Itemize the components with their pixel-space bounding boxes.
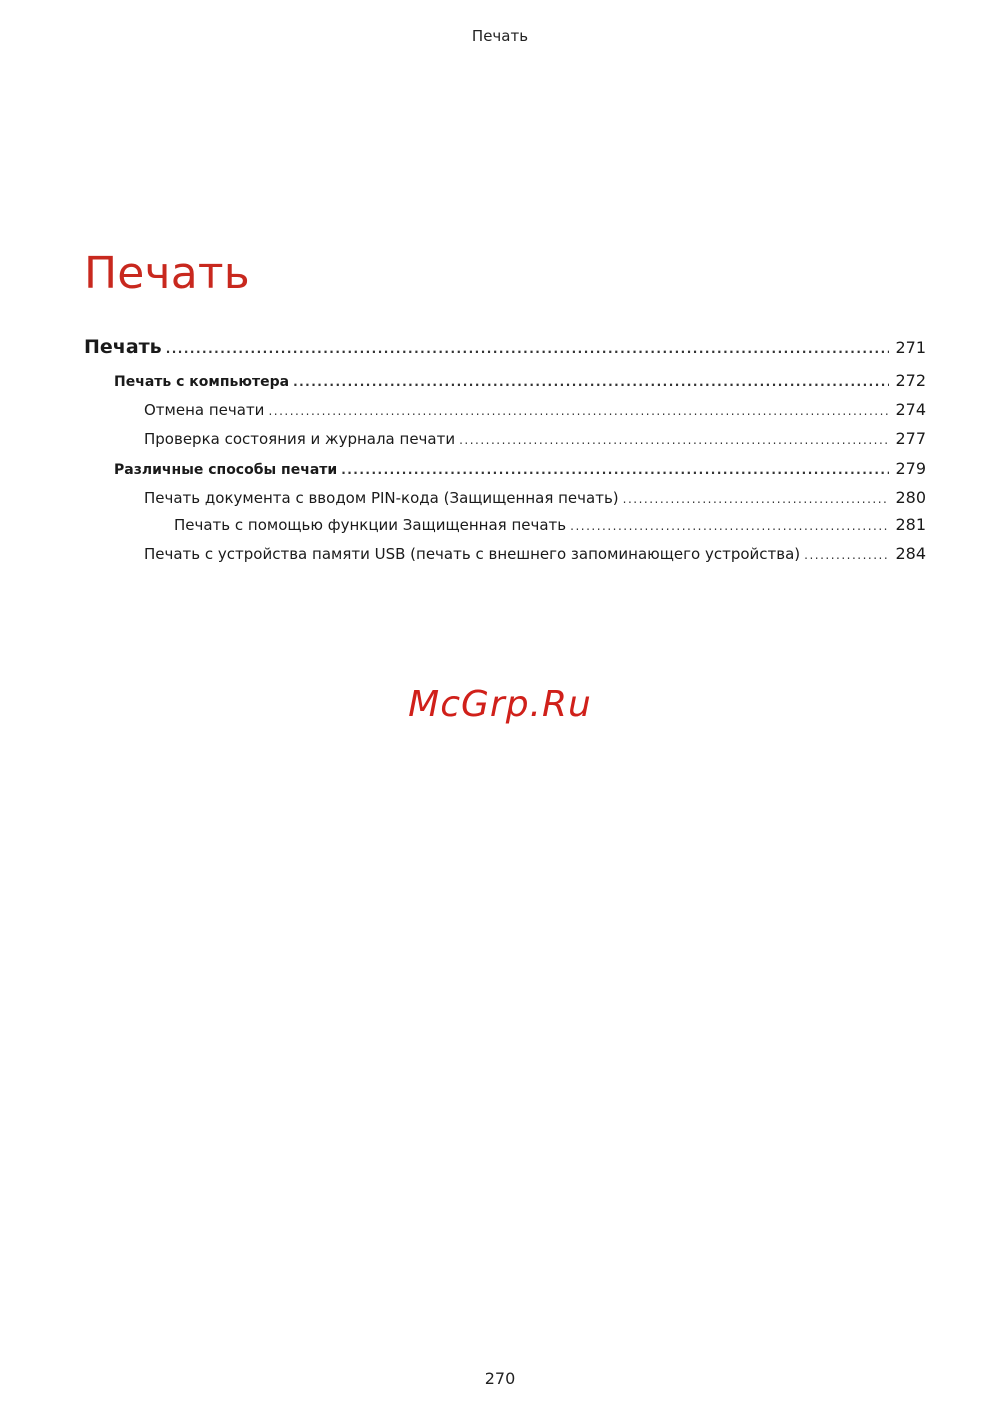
toc-dot-leader (166, 342, 890, 356)
toc-entry-page: 271 (895, 338, 926, 357)
toc-entry-page: 274 (895, 400, 926, 419)
toc-entry-label: Отмена печати (144, 401, 265, 419)
chapter-title: Печать (84, 248, 250, 299)
toc-entry-page: 280 (895, 488, 926, 507)
toc-entry-usb-memory-print[interactable] (144, 544, 926, 563)
toc-entry-page: 284 (895, 544, 926, 563)
toc-dot-leader (570, 519, 889, 533)
watermark-logo: McGrp.Ru (408, 684, 592, 725)
toc-entry-page: 277 (895, 429, 926, 448)
toc-entry-cancel-printing[interactable] (144, 400, 926, 419)
toc-dot-leader (341, 463, 889, 477)
toc-entry-secure-print-pin[interactable] (144, 488, 926, 507)
toc-entry-various-print-methods[interactable] (114, 459, 926, 478)
toc-dot-leader (804, 548, 889, 562)
toc-entry-printing[interactable] (84, 336, 926, 358)
toc-entry-print-from-computer[interactable] (114, 371, 926, 390)
toc-dot-leader (623, 492, 890, 506)
toc-entry-page: 281 (895, 515, 926, 534)
toc-entry-secure-print-function[interactable] (174, 515, 926, 534)
toc-entry-check-status-log[interactable] (144, 429, 926, 448)
toc-dot-leader (459, 433, 889, 447)
toc-entry-label: Печать с компьютера (114, 374, 290, 390)
toc-entry-label: Различные способы печати (114, 462, 338, 478)
page-number: 270 (484, 1369, 516, 1388)
toc-entry-page: 272 (895, 371, 926, 390)
running-header: Печать (471, 27, 529, 45)
toc-dot-leader (293, 375, 889, 389)
toc-entry-label: Печать с помощью функции Защищенная печать (174, 516, 567, 534)
toc-dot-leader (268, 404, 889, 418)
toc-entry-label: Проверка состояния и журнала печати (144, 430, 456, 448)
toc-entry-label: Печать документа с вводом PIN-кода (Защищенная печать) (144, 489, 619, 507)
toc-entry-page: 279 (895, 459, 926, 478)
toc-entry-label: Печать с устройства памяти USB (печать с внешнего запоминающего устройства) (144, 545, 801, 563)
toc-entry-label: Печать (84, 336, 162, 358)
